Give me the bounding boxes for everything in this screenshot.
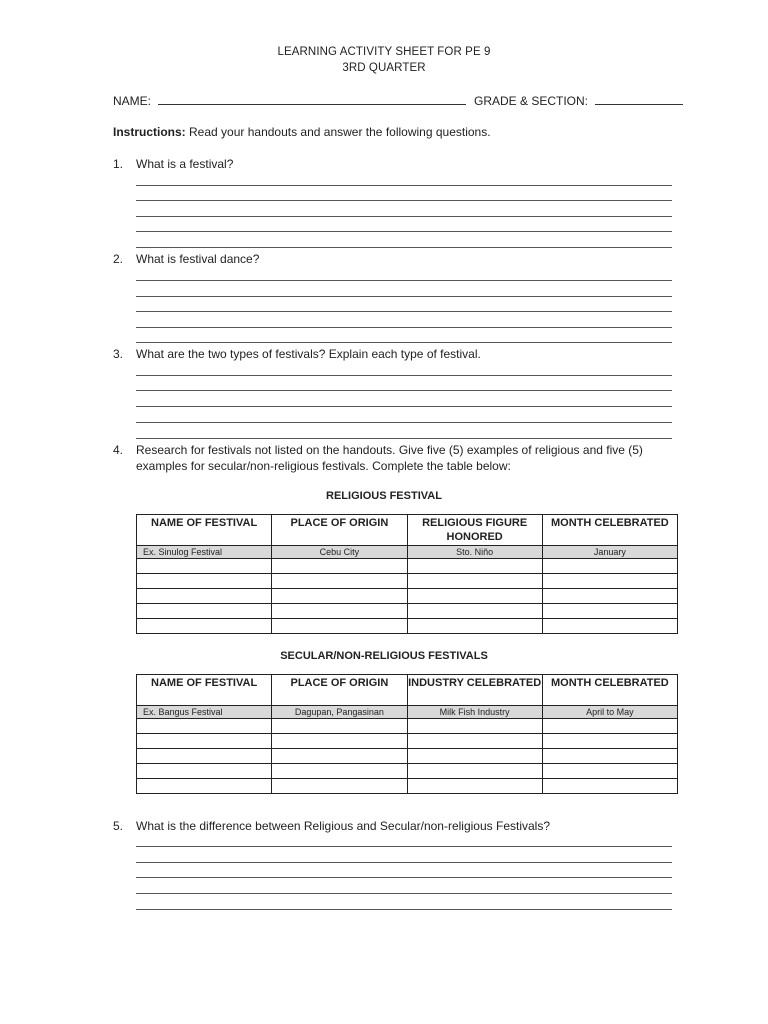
table-cell[interactable] <box>542 779 677 794</box>
answer-line[interactable] <box>136 185 672 186</box>
answer-line[interactable] <box>136 311 672 312</box>
example-cell: January <box>542 546 677 559</box>
table-row <box>137 574 678 589</box>
question-1-text: What is a festival? <box>136 157 234 171</box>
column-header: MONTH CELEBRATED <box>542 675 677 706</box>
answer-line[interactable] <box>136 438 672 439</box>
table-cell[interactable] <box>272 619 407 634</box>
name-field <box>113 93 466 108</box>
table-cell[interactable] <box>542 574 677 589</box>
answer-line[interactable] <box>136 862 672 863</box>
table-row <box>137 764 678 779</box>
table-cell[interactable] <box>272 559 407 574</box>
table-cell[interactable] <box>407 764 542 779</box>
table-cell[interactable] <box>272 604 407 619</box>
question-2-number: 2. <box>113 252 124 266</box>
secular-table-title: SECULAR/NON-RELIGIOUS FESTIVALS <box>280 650 488 662</box>
answer-line[interactable] <box>136 877 672 878</box>
example-cell: April to May <box>542 706 677 719</box>
instructions-text: Read your handouts and answer the following questions. <box>189 125 491 139</box>
answer-line[interactable] <box>136 247 672 248</box>
table-cell[interactable] <box>137 779 272 794</box>
answer-line[interactable] <box>136 200 672 201</box>
question-3-number: 3. <box>113 347 124 361</box>
column-header: INDUSTRY CELEBRATED <box>407 675 542 706</box>
instructions-label: Instructions: <box>113 125 186 139</box>
example-row <box>137 546 678 559</box>
table-row <box>137 604 678 619</box>
table-cell[interactable] <box>542 619 677 634</box>
table-cell[interactable] <box>272 734 407 749</box>
table-cell[interactable] <box>137 604 272 619</box>
table-cell[interactable] <box>137 734 272 749</box>
table-cell[interactable] <box>407 604 542 619</box>
table-header-row <box>137 515 678 546</box>
table-cell[interactable] <box>137 559 272 574</box>
table-cell[interactable] <box>542 764 677 779</box>
table-header-row <box>137 675 678 706</box>
answer-line[interactable] <box>136 231 672 232</box>
table-cell[interactable] <box>272 764 407 779</box>
example-cell: Dagupan, Pangasinan <box>272 706 407 719</box>
example-cell: Milk Fish Industry <box>407 706 542 719</box>
table-cell[interactable] <box>137 749 272 764</box>
table-cell[interactable] <box>407 779 542 794</box>
table-row <box>137 589 678 604</box>
example-cell: Cebu City <box>272 546 407 559</box>
table-cell[interactable] <box>542 604 677 619</box>
column-header: PLACE OF ORIGIN <box>272 515 407 546</box>
table-cell[interactable] <box>542 589 677 604</box>
grade-section-blank[interactable] <box>595 93 683 105</box>
example-row <box>137 706 678 719</box>
table-row <box>137 734 678 749</box>
answer-line[interactable] <box>136 327 672 328</box>
secular-festival-table <box>136 674 678 794</box>
table-cell[interactable] <box>137 719 272 734</box>
question-1-number: 1. <box>113 157 124 171</box>
table-cell[interactable] <box>407 719 542 734</box>
example-cell: Sto. Niño <box>407 546 542 559</box>
question-4-number: 4. <box>113 443 124 457</box>
table-cell[interactable] <box>272 589 407 604</box>
answer-line[interactable] <box>136 342 672 343</box>
table-cell[interactable] <box>272 574 407 589</box>
table-cell[interactable] <box>407 749 542 764</box>
sheet-title: LEARNING ACTIVITY SHEET FOR PE 9 <box>277 46 491 58</box>
table-cell[interactable] <box>407 574 542 589</box>
table-row <box>137 559 678 574</box>
sheet-subtitle: 3RD QUARTER <box>342 62 426 74</box>
table-cell[interactable] <box>272 779 407 794</box>
column-header: RELIGIOUS FIGURE HONORED <box>407 515 542 546</box>
table-cell[interactable] <box>542 734 677 749</box>
answer-line[interactable] <box>136 390 672 391</box>
answer-line[interactable] <box>136 216 672 217</box>
answer-line[interactable] <box>136 296 672 297</box>
table-cell[interactable] <box>542 559 677 574</box>
grade-section-label: GRADE & SECTION: <box>474 94 589 108</box>
table-row <box>137 779 678 794</box>
question-5-text: What is the difference between Religious and Secular/non-religious Festivals? <box>136 819 551 833</box>
column-header: MONTH CELEBRATED <box>542 515 677 546</box>
table-cell[interactable] <box>407 734 542 749</box>
table-cell[interactable] <box>137 574 272 589</box>
table-row <box>137 619 678 634</box>
answer-line[interactable] <box>136 422 672 423</box>
table-cell[interactable] <box>137 619 272 634</box>
column-header: PLACE OF ORIGIN <box>272 675 407 706</box>
example-cell: Ex. Bangus Festival <box>137 706 272 719</box>
answer-line[interactable] <box>136 893 672 894</box>
table-cell[interactable] <box>542 719 677 734</box>
table-cell[interactable] <box>272 719 407 734</box>
column-header: NAME OF FESTIVAL <box>137 675 272 706</box>
table-cell[interactable] <box>407 589 542 604</box>
question-4-text-line2: examples for secular/non-religious festivals. Complete the table below: <box>136 459 511 473</box>
question-2-text: What is festival dance? <box>136 252 260 266</box>
column-header: NAME OF FESTIVAL <box>137 515 272 546</box>
name-blank[interactable] <box>158 93 466 105</box>
religious-table-title: RELIGIOUS FESTIVAL <box>326 490 442 502</box>
example-cell: Ex. Sinulog Festival <box>137 546 272 559</box>
table-cell[interactable] <box>137 589 272 604</box>
instructions <box>113 125 491 139</box>
table-row <box>137 749 678 764</box>
table-cell[interactable] <box>407 559 542 574</box>
answer-line[interactable] <box>136 909 672 910</box>
name-label: NAME: <box>113 94 152 108</box>
answer-line[interactable] <box>136 406 672 407</box>
table-cell[interactable] <box>137 764 272 779</box>
table-cell[interactable] <box>407 619 542 634</box>
table-row <box>137 719 678 734</box>
question-4-text-line1: Research for festivals not listed on the handouts. Give five (5) examples of religious and five (5) <box>136 443 643 457</box>
question-3-text: What are the two types of festivals? Explain each type of festival. <box>136 347 481 361</box>
religious-festival-table <box>136 514 678 634</box>
table-cell[interactable] <box>272 749 407 764</box>
question-5-number: 5. <box>113 819 124 833</box>
answer-line[interactable] <box>136 280 672 281</box>
table-cell[interactable] <box>542 749 677 764</box>
answer-line[interactable] <box>136 846 672 847</box>
grade-section-field <box>474 93 683 108</box>
answer-line[interactable] <box>136 375 672 376</box>
